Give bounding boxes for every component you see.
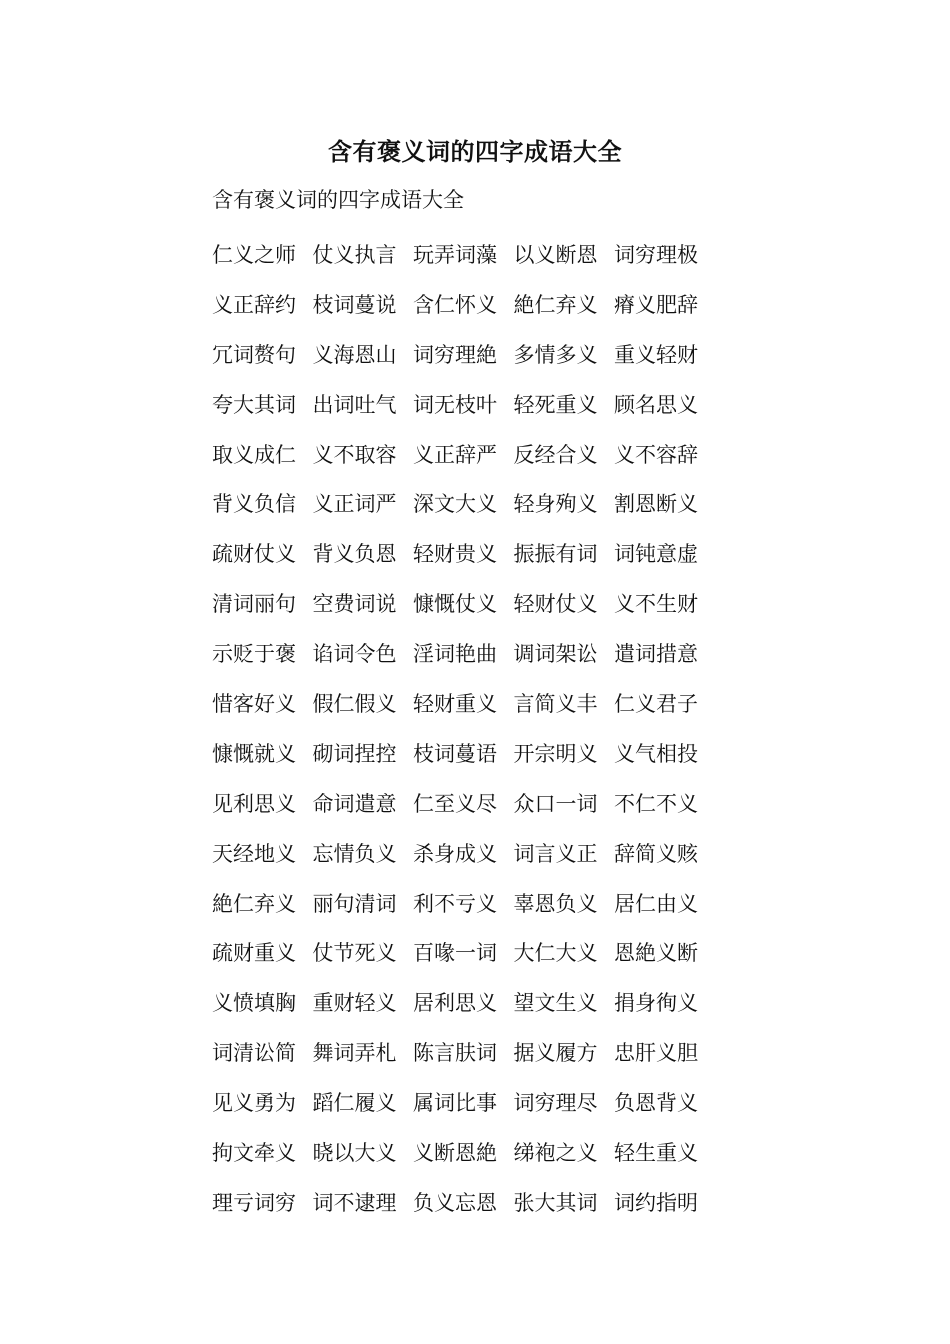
idiom-item: 见利思义 xyxy=(212,791,296,816)
idiom-item: 命词遣意 xyxy=(312,791,397,816)
idiom-item: 舞词弄札 xyxy=(312,1041,397,1066)
idiom-item: 捐身徇义 xyxy=(614,991,698,1016)
idiom-item: 词无枝叶 xyxy=(413,392,497,417)
idiom-item: 居利思义 xyxy=(413,991,497,1016)
idiom-row xyxy=(212,729,752,779)
idiom-item: 义不取容 xyxy=(312,442,397,467)
idiom-item: 负义忘恩 xyxy=(413,1190,497,1215)
idiom-item: 空费词说 xyxy=(312,592,397,617)
idiom-item: 辞简义赅 xyxy=(614,841,698,866)
idiom-row xyxy=(212,679,752,729)
idiom-item: 夸大其词 xyxy=(212,392,296,417)
idiom-item: 砌词捏控 xyxy=(312,741,397,766)
idiom-item: 仗义执言 xyxy=(312,242,397,267)
idiom-item: 重义轻财 xyxy=(614,342,698,367)
idiom-item: 轻身殉义 xyxy=(513,492,598,517)
idiom-row xyxy=(212,879,752,929)
idiom-row xyxy=(212,380,752,430)
idiom-item: 义正辞约 xyxy=(212,292,296,317)
idiom-item: 轻财重义 xyxy=(413,691,497,716)
idiom-item: 仗节死义 xyxy=(312,941,397,966)
idiom-item: 仁义君子 xyxy=(614,691,698,716)
idiom-item: 杀身成义 xyxy=(413,841,497,866)
idiom-item: 词不逮理 xyxy=(312,1190,397,1215)
idiom-row xyxy=(212,1128,752,1178)
idiom-item: 义不容辞 xyxy=(614,442,698,467)
idiom-row xyxy=(212,1178,752,1228)
idiom-item: 调词架讼 xyxy=(513,642,598,667)
idiom-item: 天经地义 xyxy=(212,841,296,866)
idiom-item: 忘情负义 xyxy=(312,841,397,866)
idiom-row xyxy=(212,230,752,280)
idiom-item: 示贬于褒 xyxy=(212,642,296,667)
idiom-row xyxy=(212,928,752,978)
idiom-item: 居仁由义 xyxy=(614,891,698,916)
idiom-item: 含仁怀义 xyxy=(413,292,497,317)
idiom-item: 疏财仗义 xyxy=(212,542,296,567)
idiom-item: 丽句清词 xyxy=(312,891,397,916)
idiom-item: 以义断恩 xyxy=(513,242,598,267)
idiom-item: 枝词蔓说 xyxy=(312,292,397,317)
idiom-item: 背义负恩 xyxy=(312,542,397,567)
idiom-item: 枝词蔓语 xyxy=(413,741,497,766)
document-subtitle: 含有褒义词的四字成语大全 xyxy=(212,188,464,212)
idiom-item: 多情多义 xyxy=(513,342,598,367)
idiom-item: 利不亏义 xyxy=(413,891,497,916)
idiom-item: 慷慨就义 xyxy=(212,741,296,766)
idiom-item: 开宗明义 xyxy=(513,741,598,766)
idiom-item: 属词比事 xyxy=(413,1091,497,1116)
idiom-row xyxy=(212,280,752,330)
idiom-item: 取义成仁 xyxy=(212,442,296,467)
idiom-row xyxy=(212,1028,752,1078)
idiom-item: 词言义正 xyxy=(513,841,598,866)
idiom-item: 义正辞严 xyxy=(413,442,497,467)
idiom-row xyxy=(212,579,752,629)
idiom-item: 慷慨仗义 xyxy=(413,592,497,617)
idiom-item: 义气相投 xyxy=(614,741,698,766)
idiom-item: 顾名思义 xyxy=(614,392,698,417)
idiom-item: 词约指明 xyxy=(614,1190,698,1215)
idiom-item: 词清讼简 xyxy=(212,1041,296,1066)
idiom-item: 拘文牵义 xyxy=(212,1140,296,1165)
idiom-list xyxy=(212,230,752,1228)
idiom-item: 淫词艳曲 xyxy=(413,642,497,667)
idiom-item: 轻死重义 xyxy=(513,392,598,417)
idiom-item: 理亏词穷 xyxy=(212,1190,296,1215)
idiom-item: 义愤填胸 xyxy=(212,991,296,1016)
idiom-row xyxy=(212,430,752,480)
idiom-row xyxy=(212,330,752,380)
idiom-item: 仁义之师 xyxy=(212,242,296,267)
idiom-item: 轻财仗义 xyxy=(513,592,598,617)
idiom-item: 仁至义尽 xyxy=(413,791,497,816)
idiom-item: 重财轻义 xyxy=(312,991,397,1016)
idiom-item: 望文生义 xyxy=(513,991,598,1016)
idiom-item: 反经合义 xyxy=(513,442,598,467)
idiom-item: 义海恩山 xyxy=(312,342,397,367)
idiom-item: 割恩断义 xyxy=(614,492,698,517)
idiom-item: 义不生财 xyxy=(614,592,698,617)
idiom-row xyxy=(212,529,752,579)
idiom-item: 絶仁弃义 xyxy=(513,292,598,317)
idiom-item: 辜恩负义 xyxy=(513,891,598,916)
idiom-item: 词穷理尽 xyxy=(513,1091,598,1116)
idiom-item: 谄词令色 xyxy=(312,642,397,667)
idiom-item: 词穷理极 xyxy=(614,242,698,267)
idiom-item: 轻生重义 xyxy=(614,1140,698,1165)
idiom-item: 忠肝义胆 xyxy=(614,1041,698,1066)
idiom-item: 背义负信 xyxy=(212,492,296,517)
idiom-item: 见义勇为 xyxy=(212,1091,296,1116)
idiom-row xyxy=(212,479,752,529)
idiom-item: 义断恩絶 xyxy=(413,1140,497,1165)
idiom-row xyxy=(212,1078,752,1128)
idiom-item: 陈言肤词 xyxy=(413,1041,497,1066)
idiom-item: 絶仁弃义 xyxy=(212,891,296,916)
idiom-item: 众口一词 xyxy=(513,791,598,816)
idiom-item: 张大其词 xyxy=(513,1190,598,1215)
idiom-row xyxy=(212,978,752,1028)
idiom-item: 蹈仁履义 xyxy=(312,1091,397,1116)
idiom-item: 疏财重义 xyxy=(212,941,296,966)
idiom-item: 不仁不义 xyxy=(614,791,698,816)
idiom-item: 瘠义肥辞 xyxy=(614,292,698,317)
idiom-item: 振振有词 xyxy=(513,542,598,567)
idiom-item: 据义履方 xyxy=(513,1041,598,1066)
idiom-item: 绨袍之义 xyxy=(513,1140,598,1165)
idiom-item: 出词吐气 xyxy=(312,392,397,417)
idiom-item: 大仁大义 xyxy=(513,941,598,966)
idiom-item: 百喙一词 xyxy=(413,941,497,966)
idiom-row xyxy=(212,829,752,879)
idiom-item: 遣词措意 xyxy=(614,642,698,667)
idiom-row xyxy=(212,779,752,829)
idiom-item: 恩絶义断 xyxy=(614,941,698,966)
idiom-item: 惜客好义 xyxy=(212,691,296,716)
idiom-item: 晓以大义 xyxy=(312,1140,397,1165)
idiom-item: 冗词赘句 xyxy=(212,342,296,367)
idiom-item: 轻财贵义 xyxy=(413,542,497,567)
idiom-item: 负恩背义 xyxy=(614,1091,698,1116)
idiom-item: 深文大义 xyxy=(413,492,497,517)
idiom-item: 词穷理絶 xyxy=(413,342,497,367)
document-title: 含有褒义词的四字成语大全 xyxy=(328,137,622,166)
idiom-item: 言简义丰 xyxy=(513,691,598,716)
idiom-item: 义正词严 xyxy=(312,492,397,517)
idiom-item: 玩弄词藻 xyxy=(413,242,497,267)
idiom-row xyxy=(212,629,752,679)
idiom-item: 假仁假义 xyxy=(312,691,397,716)
idiom-item: 清词丽句 xyxy=(212,592,296,617)
idiom-item: 词钝意虚 xyxy=(614,542,698,567)
